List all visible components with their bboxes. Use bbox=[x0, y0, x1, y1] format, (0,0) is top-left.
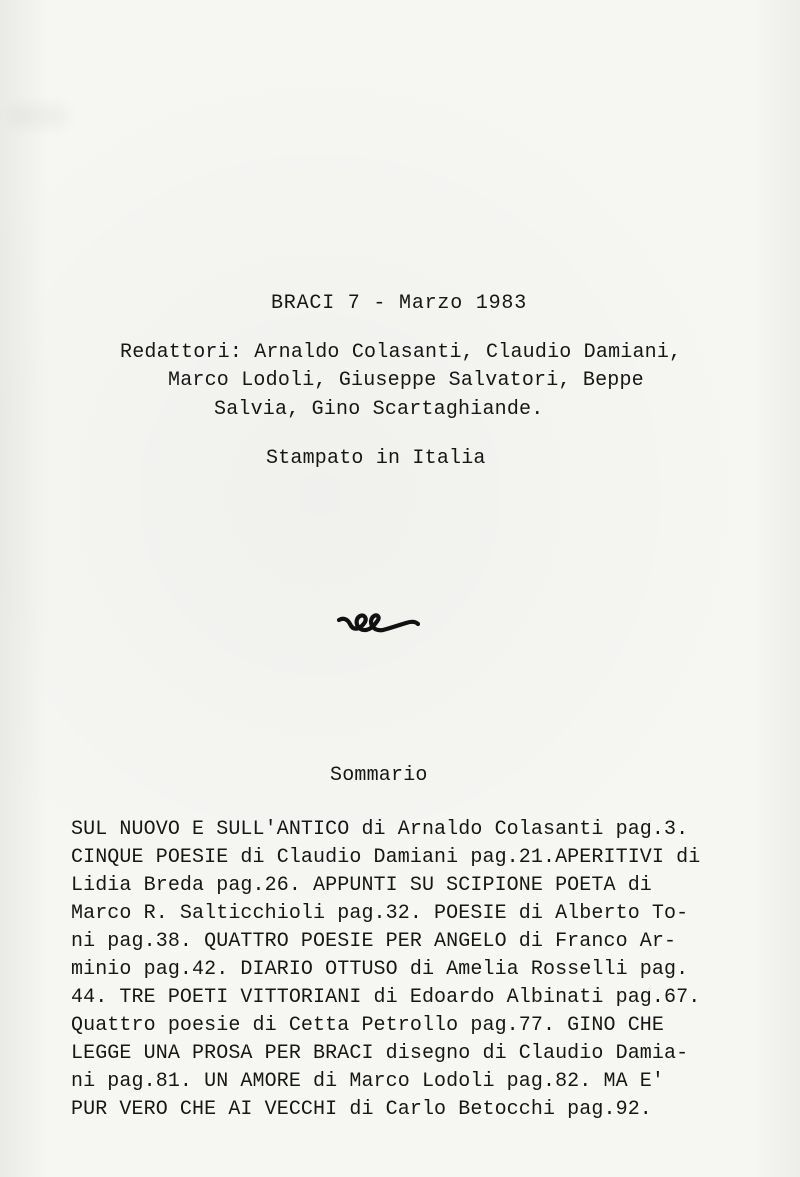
redattori-line-3: Salvia, Gino Scartaghiande. bbox=[214, 398, 544, 421]
sommario-line: Quattro poesie di Cetta Petrollo pag.77. GINO CHE bbox=[71, 1014, 664, 1037]
redattori-line-2: Marco Lodoli, Giuseppe Salvatori, Beppe bbox=[168, 369, 644, 392]
sommario-line: minio pag.42. DIARIO OTTUSO di Amelia Rosselli pag. bbox=[71, 958, 689, 981]
sommario-line: LEGGE UNA PROSA PER BRACI disegno di Claudio Damia- bbox=[71, 1042, 689, 1065]
ee-signature-mark bbox=[336, 606, 420, 640]
sommario-line: 44. TRE POETI VITTORIANI di Edoardo Albinati pag.67. bbox=[71, 986, 701, 1009]
sommario-line: Marco R. Salticchioli pag.32. POESIE di Alberto To- bbox=[71, 902, 689, 925]
scan-smudge bbox=[8, 104, 68, 128]
sommario-line: Lidia Breda pag.26. APPUNTI SU SCIPIONE POETA di bbox=[71, 874, 652, 897]
sommario-body bbox=[71, 816, 771, 1124]
sommario-line: ni pag.38. QUATTRO POESIE PER ANGELO di Franco Ar- bbox=[71, 930, 677, 953]
issue-title: BRACI 7 - Marzo 1983 bbox=[271, 292, 528, 315]
sommario-line: ni pag.81. UN AMORE di Marco Lodoli pag.82. MA E' bbox=[71, 1070, 664, 1093]
sommario-heading: Sommario bbox=[330, 764, 428, 787]
sommario-line: SUL NUOVO E SULL'ANTICO di Arnaldo Colasanti pag.3. bbox=[71, 818, 689, 841]
sommario-line: PUR VERO CHE AI VECCHI di Carlo Betocchi pag.92. bbox=[71, 1098, 652, 1121]
redattori-line-1: Redattori: Arnaldo Colasanti, Claudio Damiani, bbox=[120, 341, 682, 364]
sommario-line: CINQUE POESIE di Claudio Damiani pag.21.APERITIVI di bbox=[71, 846, 701, 869]
stampato-in-italia: Stampato in Italia bbox=[266, 447, 486, 470]
